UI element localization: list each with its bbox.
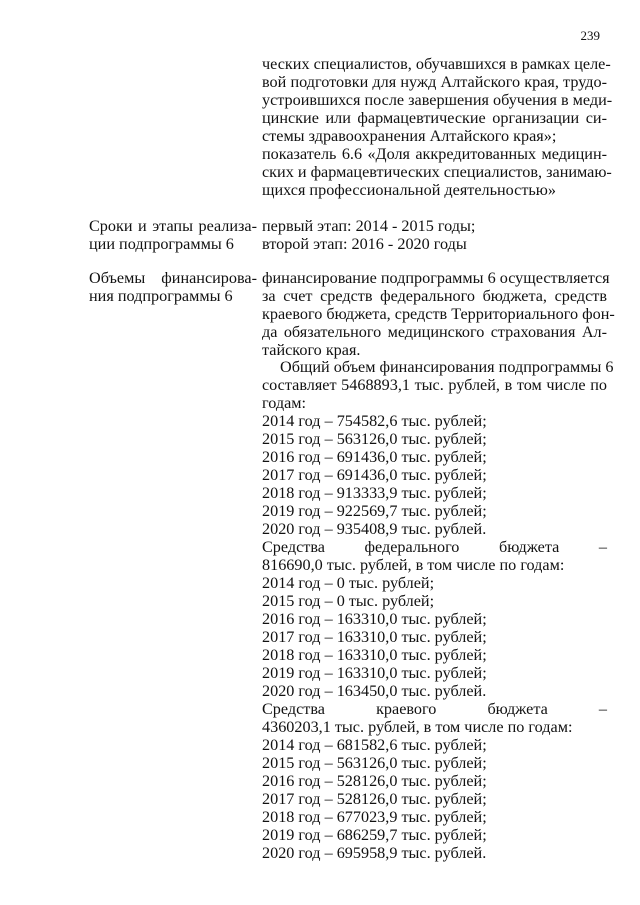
indicator-6-6-line: щихся профессиональной деятельностью» xyxy=(262,181,556,199)
funding-intro-line: да обязательного медицинского страхования Ал- xyxy=(262,323,607,341)
total-year-line: 2019 год – 922569,7 тыс. рублей; xyxy=(262,502,487,520)
regional-year-line: 2016 год – 528126,0 тыс. рублей; xyxy=(262,772,487,790)
indicator-6-6-line: ских и фармацевтических специалистов, занимаю- xyxy=(262,163,612,181)
federal-text-line: 816690,0 тыс. рублей, в том числе по годам: xyxy=(262,556,565,574)
page-number: 239 xyxy=(580,28,600,43)
total-year-line: 2018 год – 913333,9 тыс. рублей; xyxy=(262,484,487,502)
funding-intro-line: краевого бюджета, средств Территориального фон- xyxy=(262,305,615,323)
continuation-line: стемы здравоохранения Алтайского края»; xyxy=(262,127,557,145)
continuation-line: ческих специалистов, обучавшихся в рамках целе- xyxy=(262,55,611,73)
regional-year-line: 2018 год – 677023,9 тыс. рублей; xyxy=(262,808,487,826)
total-year-line: 2020 год – 935408,9 тыс. рублей. xyxy=(262,520,487,538)
federal-year-line: 2020 год – 163450,0 тыс. рублей. xyxy=(262,682,487,700)
continuation-line: устроившихся после завершения обучения в меди- xyxy=(262,91,613,109)
terms-value-line: первый этап: 2014 - 2015 годы; xyxy=(262,217,476,235)
terms-label-line: Сроки и этапы реализа- xyxy=(89,217,257,235)
federal-year-line: 2014 год – 0 тыс. рублей; xyxy=(262,574,435,592)
regional-year-line: 2015 год – 563126,0 тыс. рублей; xyxy=(262,754,487,772)
regional-year-line: 2017 год – 528126,0 тыс. рублей; xyxy=(262,790,487,808)
total-year-line: 2016 год – 691436,0 тыс. рублей; xyxy=(262,448,487,466)
total-year-line: 2017 год – 691436,0 тыс. рублей; xyxy=(262,466,487,484)
funding-intro-line: финансирование подпрограммы 6 осуществляется xyxy=(262,269,610,287)
federal-year-line: 2016 год – 163310,0 тыс. рублей; xyxy=(262,610,487,628)
terms-label-line: ции подпрограммы 6 xyxy=(89,235,234,253)
federal-text-line: Средства федерального бюджета – xyxy=(262,538,607,556)
indicator-6-6-line: показатель 6.6 «Доля аккредитованных медицин- xyxy=(262,145,607,163)
terms-value-line: второй этап: 2016 - 2020 годы xyxy=(262,235,467,253)
funding-intro-line: тайского края. xyxy=(262,341,361,359)
total-text-line: Общий объем финансирования подпрограммы 6 xyxy=(280,358,614,376)
federal-year-line: 2018 год – 163310,0 тыс. рублей; xyxy=(262,646,487,664)
continuation-line: цинские или фармацевтические организации си- xyxy=(262,109,607,127)
federal-year-line: 2015 год – 0 тыс. рублей; xyxy=(262,592,435,610)
total-text-line: составляет 5468893,1 тыс. рублей, в том числе по xyxy=(262,376,607,394)
regional-text-line: 4360203,1 тыс. рублей, в том числе по годам: xyxy=(262,718,573,736)
federal-year-line: 2019 год – 163310,0 тыс. рублей; xyxy=(262,664,487,682)
regional-year-line: 2020 год – 695958,9 тыс. рублей. xyxy=(262,844,487,862)
funding-label-line: ния подпрограммы 6 xyxy=(89,287,233,305)
regional-year-line: 2014 год – 681582,6 тыс. рублей; xyxy=(262,736,487,754)
funding-intro-line: за счет средств федерального бюджета, средств xyxy=(262,287,607,305)
continuation-line: вой подготовки для нужд Алтайского края, трудо- xyxy=(262,73,607,91)
federal-year-line: 2017 год – 163310,0 тыс. рублей; xyxy=(262,628,487,646)
total-year-line: 2015 год – 563126,0 тыс. рублей; xyxy=(262,430,487,448)
total-year-line: 2014 год – 754582,6 тыс. рублей; xyxy=(262,412,487,430)
regional-text-line: Средства краевого бюджета – xyxy=(262,700,607,718)
funding-label-line: Объемы финансирова- xyxy=(89,269,257,287)
regional-year-line: 2019 год – 686259,7 тыс. рублей; xyxy=(262,826,487,844)
total-text-line: годам: xyxy=(262,394,307,412)
